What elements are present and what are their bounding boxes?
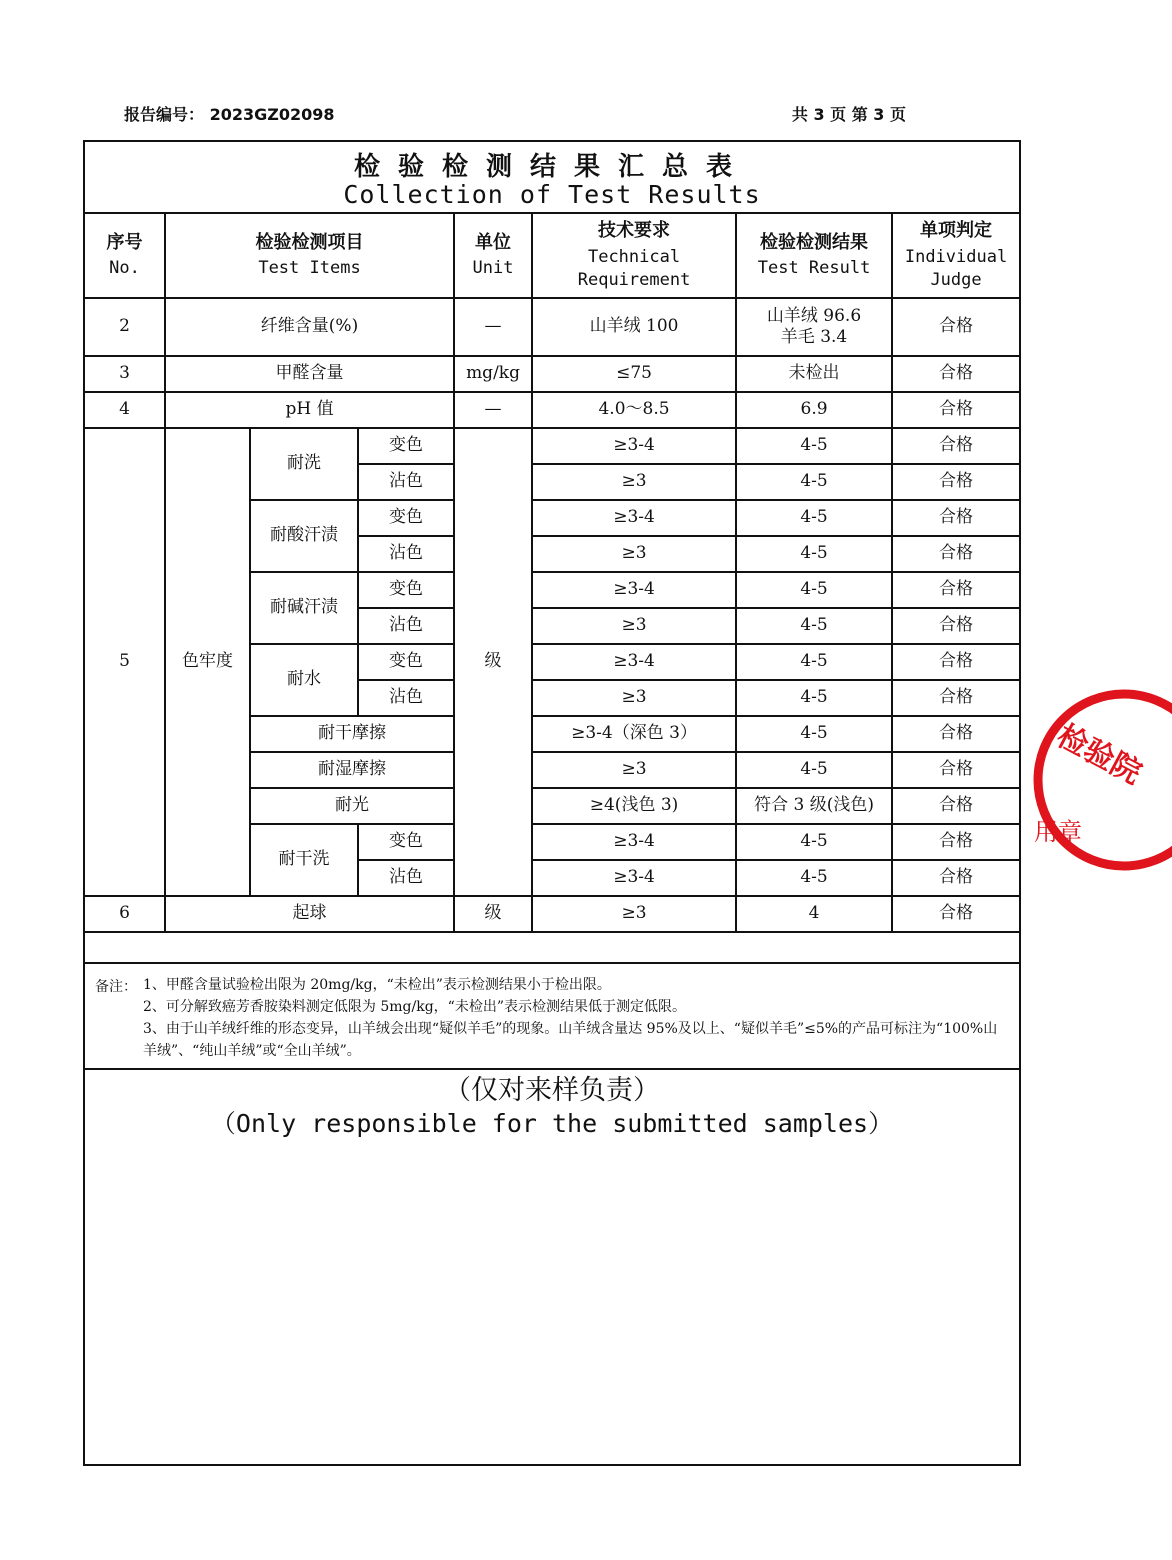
table-row xyxy=(85,356,1019,392)
cell-judge: 合格 xyxy=(892,536,1019,572)
cell-aspect: 变色 xyxy=(358,572,454,608)
cell-aspect: 沾色 xyxy=(358,536,454,572)
cell-aspect: 变色 xyxy=(358,824,454,860)
notes-section xyxy=(85,962,1019,1070)
cell-judge: 合格 xyxy=(892,644,1019,680)
note-3: 3、由于山羊绒纤维的形态变异，山羊绒会出现“疑似羊毛”的现象。山羊绒含量达 95%及以上、“疑似羊毛”≤5%的产品可标注为“100%山羊绒”、“纯山羊绒”或“全山羊绒”。 xyxy=(143,1021,998,1059)
title-zh: 检验检测结果汇总表 xyxy=(353,152,750,182)
cell-judge: 合格 xyxy=(892,298,1019,356)
cell-judge: 合格 xyxy=(892,788,1019,824)
cell-result: 4-5 xyxy=(736,536,892,572)
cell-judge: 合格 xyxy=(892,356,1019,392)
cell-judge: 合格 xyxy=(892,572,1019,608)
cell-requirement: ≤75 xyxy=(532,356,736,392)
disclaimer-en: （Only responsible for the submitted samples） xyxy=(210,1109,894,1138)
disclaimer-zh: （仅对来样负责） xyxy=(444,1075,660,1106)
cell-unit: 级 xyxy=(454,896,532,932)
cell-subitem: 耐光 xyxy=(250,788,454,824)
cell-requirement: ≥3 xyxy=(532,680,736,716)
cell-item: pH 值 xyxy=(165,392,454,428)
cell-requirement: ≥3 xyxy=(532,896,736,932)
cell-judge: 合格 xyxy=(892,680,1019,716)
cell-requirement: 山羊绒 100 xyxy=(532,298,736,356)
cell-requirement: ≥3 xyxy=(532,536,736,572)
cell-item: 纤维含量(%) xyxy=(165,298,454,356)
cell-subitem: 耐碱汗渍 xyxy=(250,572,358,644)
cell-requirement: ≥3 xyxy=(532,608,736,644)
col-header-unit: 单位 Unit xyxy=(454,214,532,298)
seal-text: 检验院 xyxy=(1051,718,1148,792)
cell-result: 山羊绒 96.6 羊毛 3.4 xyxy=(736,298,892,356)
cell-requirement: ≥4(浅色 3) xyxy=(532,788,736,824)
cell-no: 5 xyxy=(85,428,165,896)
cell-result: 4-5 xyxy=(736,716,892,752)
cell-subitem: 耐干洗 xyxy=(250,824,358,896)
cell-subitem: 耐湿摩擦 xyxy=(250,752,454,788)
cell-requirement: ≥3 xyxy=(532,752,736,788)
cell-judge: 合格 xyxy=(892,608,1019,644)
cell-aspect: 沾色 xyxy=(358,464,454,500)
cell-result: 4 xyxy=(736,896,892,932)
table-row xyxy=(85,896,1019,932)
results-frame xyxy=(83,140,1021,1466)
cell-result: 符合 3 级(浅色) xyxy=(736,788,892,824)
cell-result: 4-5 xyxy=(736,824,892,860)
seal-text-2: 用章 xyxy=(1034,818,1082,846)
table-row xyxy=(85,298,1019,356)
cell-unit: — xyxy=(454,392,532,428)
cell-requirement: 4.0～8.5 xyxy=(532,392,736,428)
cell-result: 4-5 xyxy=(736,644,892,680)
cell-result: 4-5 xyxy=(736,608,892,644)
cell-item: 起球 xyxy=(165,896,454,932)
cell-subitem: 耐干摩擦 xyxy=(250,716,454,752)
cell-result: 4-5 xyxy=(736,860,892,896)
col-header-result: 检验检测结果 Test Result xyxy=(736,214,892,298)
cell-unit: mg/kg xyxy=(454,356,532,392)
cell-result: 4-5 xyxy=(736,464,892,500)
cell-judge: 合格 xyxy=(892,860,1019,896)
cell-judge: 合格 xyxy=(892,500,1019,536)
title-en: Collection of Test Results xyxy=(343,180,761,209)
col-header-item: 检验检测项目 Test Items xyxy=(165,214,454,298)
cell-judge: 合格 xyxy=(892,428,1019,464)
cell-aspect: 变色 xyxy=(358,428,454,464)
cell-judge: 合格 xyxy=(892,896,1019,932)
cell-judge: 合格 xyxy=(892,752,1019,788)
cell-no: 4 xyxy=(85,392,165,428)
results-table xyxy=(85,214,1019,933)
cell-result: 4-5 xyxy=(736,752,892,788)
cell-judge: 合格 xyxy=(892,824,1019,860)
cell-result: 未检出 xyxy=(736,356,892,392)
official-seal-stamp xyxy=(1032,690,1172,870)
page-info: 共 3 页 第 3 页 xyxy=(791,105,906,124)
table-row xyxy=(85,392,1019,428)
cell-result: 4-5 xyxy=(736,500,892,536)
notes-label: 备注： xyxy=(95,979,137,995)
cell-subitem: 耐洗 xyxy=(250,428,358,500)
col-header-no: 序号 No. xyxy=(85,214,165,298)
cell-unit: — xyxy=(454,298,532,356)
cell-subitem: 耐水 xyxy=(250,644,358,716)
cell-requirement: ≥3 xyxy=(532,464,736,500)
cell-judge: 合格 xyxy=(892,716,1019,752)
cell-judge: 合格 xyxy=(892,464,1019,500)
cell-requirement: ≥3-4（深色 3） xyxy=(532,716,736,752)
cell-aspect: 沾色 xyxy=(358,680,454,716)
cell-no: 2 xyxy=(85,298,165,356)
note-1: 1、甲醛含量试验检出限为 20mg/kg，“未检出”表示检测结果小于检出限。 xyxy=(143,977,611,993)
cell-requirement: ≥3-4 xyxy=(532,644,736,680)
cell-subitem: 耐酸汗渍 xyxy=(250,500,358,572)
cell-no: 3 xyxy=(85,356,165,392)
cell-aspect: 变色 xyxy=(358,644,454,680)
cell-aspect: 沾色 xyxy=(358,860,454,896)
report-header xyxy=(124,100,906,126)
cell-requirement: ≥3-4 xyxy=(532,428,736,464)
cell-result: 4-5 xyxy=(736,680,892,716)
col-header-judge: 单项判定 Individual Judge xyxy=(892,214,1019,298)
table-header-row xyxy=(85,214,1019,298)
cell-aspect: 变色 xyxy=(358,500,454,536)
title-block xyxy=(85,142,1019,214)
table-row xyxy=(85,428,1019,464)
cell-requirement: ≥3-4 xyxy=(532,824,736,860)
cell-no: 6 xyxy=(85,896,165,932)
cell-group: 色牢度 xyxy=(165,428,250,896)
cell-requirement: ≥3-4 xyxy=(532,500,736,536)
report-number: 报告编号： 2023GZ02098 xyxy=(124,105,335,124)
cell-result: 4-5 xyxy=(736,428,892,464)
cell-result: 4-5 xyxy=(736,572,892,608)
note-2: 2、可分解致癌芳香胺染料测定低限为 5mg/kg，“未检出”表示检测结果低于测定低限。 xyxy=(143,999,686,1015)
cell-requirement: ≥3-4 xyxy=(532,572,736,608)
cell-item: 甲醛含量 xyxy=(165,356,454,392)
col-header-requirement: 技术要求 Technical Requirement xyxy=(532,214,736,298)
cell-aspect: 沾色 xyxy=(358,608,454,644)
cell-result: 6.9 xyxy=(736,392,892,428)
cell-unit: 级 xyxy=(454,428,532,896)
cell-judge: 合格 xyxy=(892,392,1019,428)
cell-requirement: ≥3-4 xyxy=(532,860,736,896)
